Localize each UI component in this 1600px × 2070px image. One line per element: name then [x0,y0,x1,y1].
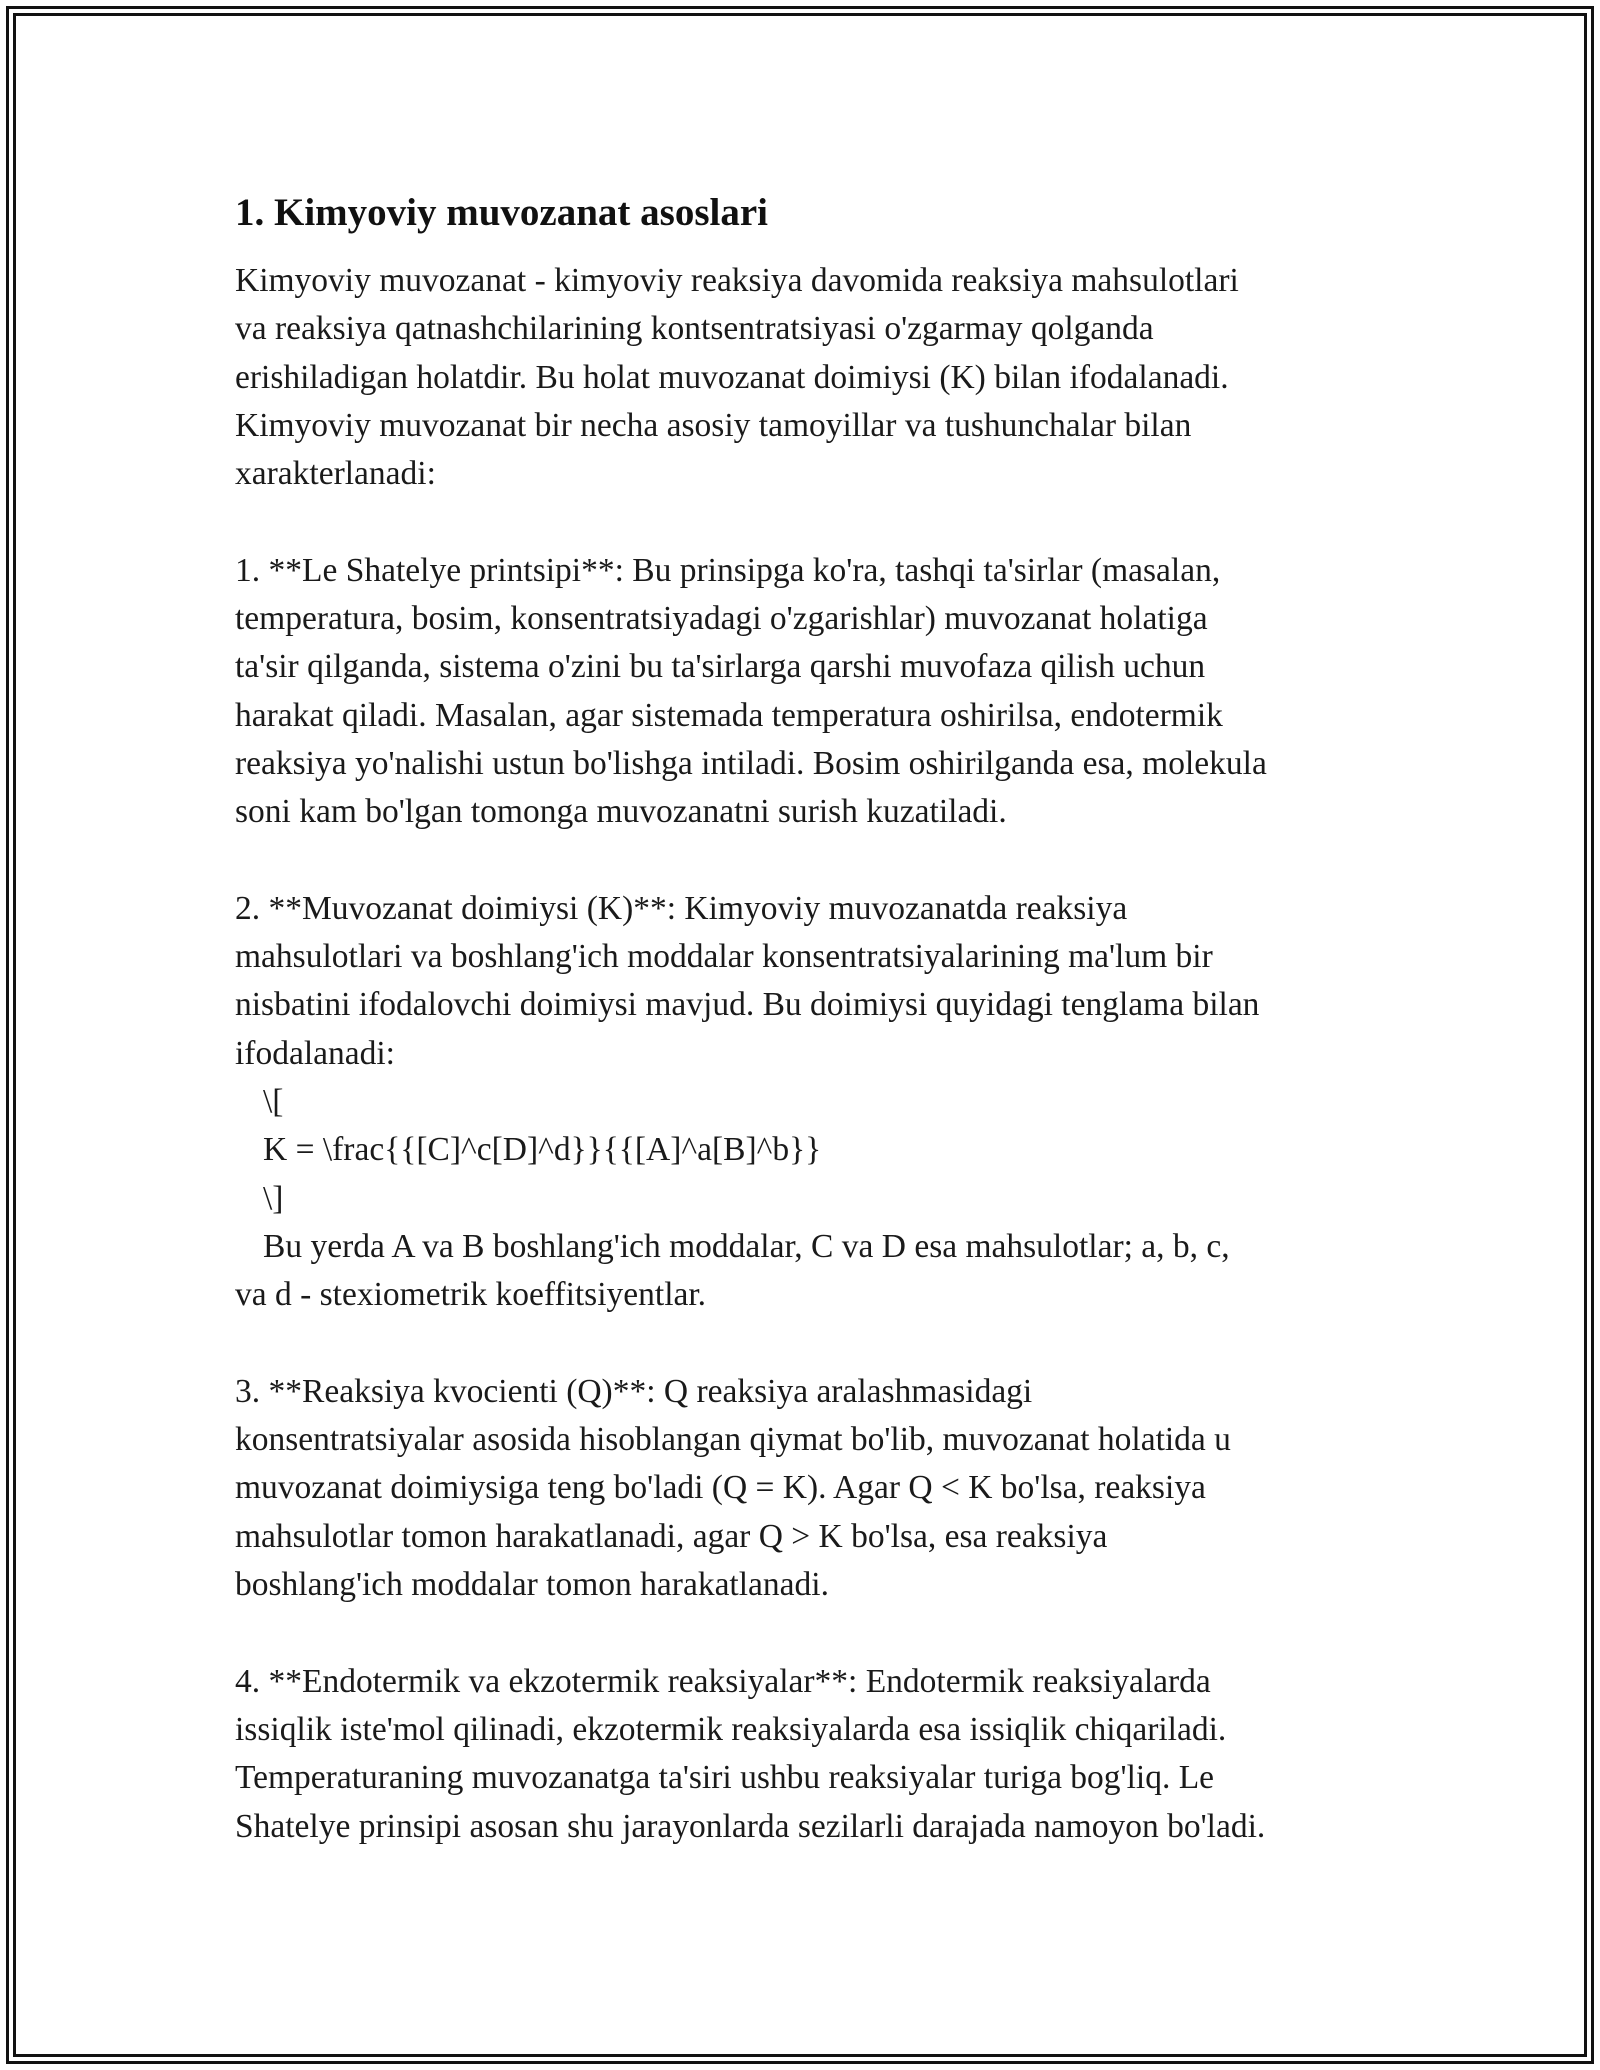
text-line: mahsulotlari va boshlang'ich moddalar konsentratsiyalarining ma'lum bir [235,938,1213,976]
text-line: reaksiya yo'nalishi ustun bo'lishga intiladi. Bosim oshirilganda esa, molekula [235,744,1267,782]
text-line: muvozanat doimiysiga teng bo'ladi (Q = K). Agar Q < K bo'lsa, reaksiya [235,1469,1206,1507]
text-line: Kimyoviy muvozanat bir necha asosiy tamoyillar va tushunchalar bilan [235,406,1192,444]
text-line: Bu yerda A va B boshlang'ich moddalar, C va D esa mahsulotlar; a, b, c, [263,1227,1230,1265]
text-line: issiqlik iste'mol qilinadi, ekzotermik reaksiyalarda esa issiqlik chiqariladi. [235,1710,1227,1748]
text-line: temperatura, bosim, konsentratsiyadagi o'zgarishlar) muvozanat holatiga [235,600,1208,638]
text-line: soni kam bo'lgan tomonga muvozanatni surish kuzatiladi. [235,793,1007,831]
text-line: K = \frac{{[C]^c[D]^d}}{{[A]^a[B]^b}} [263,1131,822,1169]
text-line: xarakterlanadi: [235,455,436,493]
text-line: \[ [263,1083,284,1121]
text-line: ta'sir qilganda, sistema o'zini bu ta'sirlarga qarshi muvofaza qilish uchun [235,648,1206,686]
text-line: ifodalanadi: [235,1034,395,1072]
document-body [235,185,1385,1851]
text-line: Kimyoviy muvozanat - kimyoviy reaksiya davomida reaksiya mahsulotlari [235,262,1239,299]
text-line: 1. **Le Shatelye printsipi**: Bu prinsipga ko'ra, tashqi ta'sirlar (masalan, [235,551,1221,589]
blank-line [235,498,1385,546]
text-line: 2. **Muvozanat doimiysi (K)**: Kimyoviy muvozanatda reaksiya [235,889,1128,927]
text-line: \] [263,1179,284,1217]
blank-line [235,1609,1385,1657]
text-line: harakat qiladi. Masalan, agar sistemada temperatura oshirilsa, endotermik [235,696,1223,734]
text-line: 4. **Endotermik va ekzotermik reaksiyalar**: Endotermik reaksiyalarda [235,1662,1211,1700]
text-line: 3. **Reaksiya kvocienti (Q)**: Q reaksiya aralashmasidagi [235,1372,1033,1410]
blank-line [235,1320,1385,1368]
text-line: boshlang'ich moddalar tomon harakatlanadi. [235,1566,829,1604]
section-heading: 1. Kimyoviy muvozanat asoslari [235,191,768,234]
text-line: mahsulotlar tomon harakatlanadi, agar Q > K bo'lsa, esa reaksiya [235,1517,1108,1555]
text-line: va reaksiya qatnashchilarining kontsentratsiyasi o'zgarmay qolganda [235,310,1154,348]
text-line: va d - stexiometrik koeffitsiyentlar. [235,1276,707,1314]
blank-line [235,837,1385,885]
text-line: konsentratsiyalar asosida hisoblangan qiymat bo'lib, muvozanat holatida u [235,1421,1231,1459]
text-block [235,257,1385,1851]
text-line: Shatelye prinsipi asosan shu jarayonlarda sezilarli darajada namoyon bo'ladi. [235,1807,1266,1845]
text-line: nisbatini ifodalovchi doimiysi mavjud. Bu doimiysi quyidagi tenglama bilan [235,986,1260,1024]
text-line: Temperaturaning muvozanatga ta'siri ushbu reaksiyalar turiga bog'liq. Le [235,1759,1215,1797]
text-line: erishiladigan holatdir. Bu holat muvozanat doimiysi (K) bilan ifodalanadi. [235,358,1229,396]
